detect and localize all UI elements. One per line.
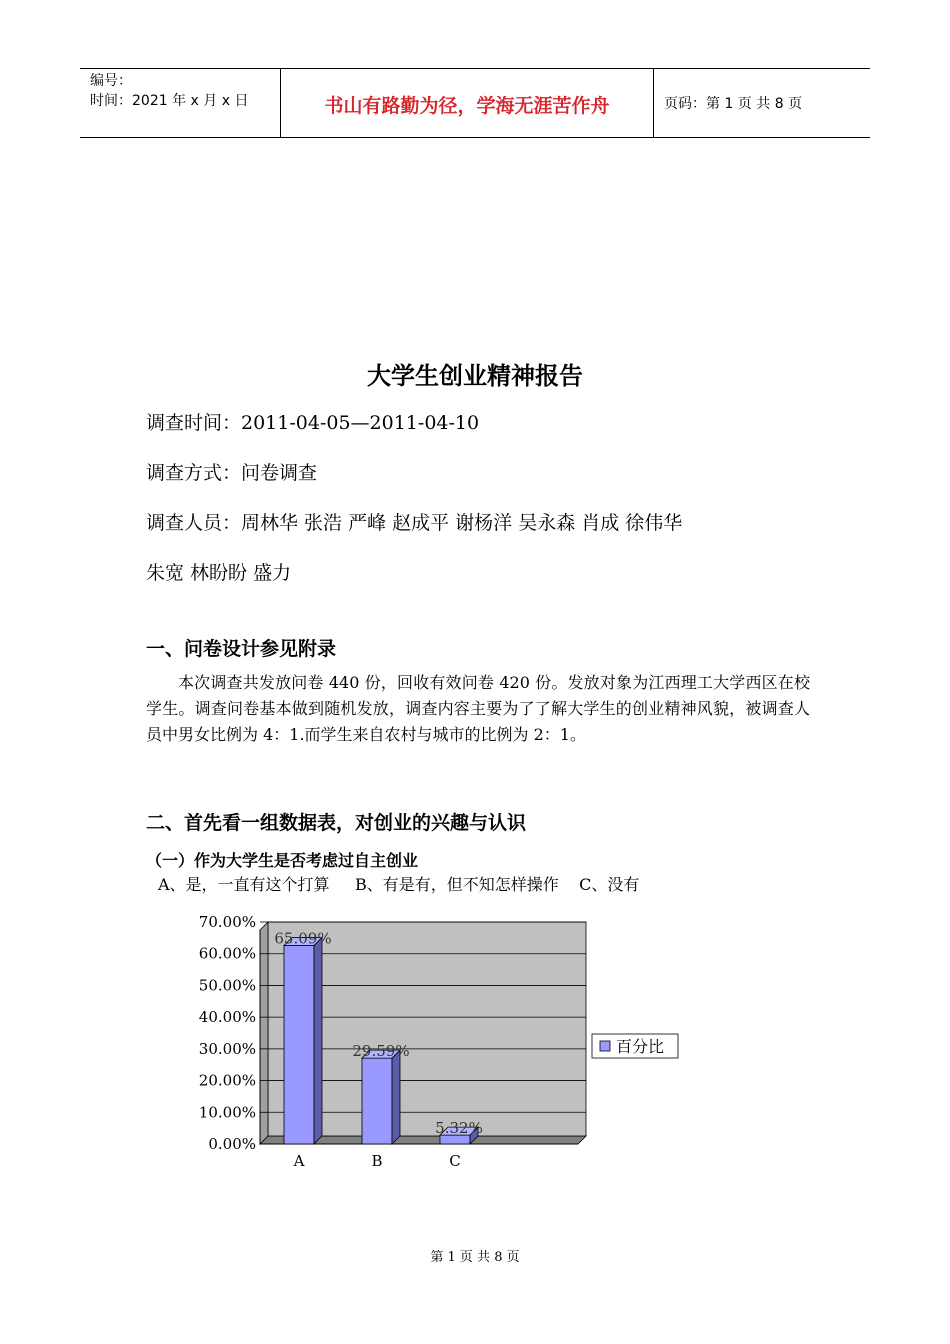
bar-side xyxy=(314,938,322,1144)
header-table xyxy=(80,68,870,138)
section2-subheading: （一）作为大学生是否考虑过自主创业 xyxy=(146,851,419,870)
legend-label: 百分比 xyxy=(616,1037,665,1056)
bar-front xyxy=(284,946,314,1144)
y-tick-label: 30.00% xyxy=(198,1039,256,1058)
data-label: 29.59% xyxy=(352,1042,410,1061)
survey-time: 调查时间：2011-04-05—2011-04-10 xyxy=(146,412,480,434)
header-right-cell xyxy=(654,69,870,137)
x-tick-label: C xyxy=(449,1152,461,1170)
data-label: 65.09% xyxy=(274,929,332,948)
header-left-cell xyxy=(80,69,281,137)
survey-method: 调查方式：问卷调查 xyxy=(146,462,318,484)
answer-options: A、是，一直有这个打算 B、有是有，但不知怎样操作 C、没有 xyxy=(158,875,640,894)
chart-side-wall xyxy=(260,922,268,1144)
header-middle-cell xyxy=(281,69,654,137)
data-label: 5.32% xyxy=(435,1119,483,1138)
motto: 书山有路勤为径，学海无涯苦作舟 xyxy=(324,95,610,117)
section1-paragraph: 本次调查共发放问卷 440 份，回收有效问卷 420 份。发放对象为江西理工大学西区在校学生。调查问卷基本做到随机发放，调查内容主要为了了解大学生的创业精神风貌，被调查人员中男女比例为 4：1.而学生来自农村与城市的比例为 2：1。 xyxy=(146,673,810,744)
y-tick-label: 70.00% xyxy=(198,913,256,931)
survey-people-line1: 调查人员：周林华 张浩 严峰 赵成平 谢杨洋 吴永森 肖成 徐伟华 xyxy=(146,512,683,534)
survey-people-line2: 朱宽 林盼盼 盛力 xyxy=(146,562,292,584)
legend-swatch xyxy=(600,1041,610,1051)
bar-chart xyxy=(180,908,700,1188)
y-tick-label: 40.00% xyxy=(198,1008,256,1027)
y-tick-label: 0.00% xyxy=(208,1135,256,1153)
y-tick-label: 20.00% xyxy=(198,1071,256,1090)
y-tick-label: 50.00% xyxy=(198,976,256,995)
page-info: 页码：第 1 页 共 8 页 xyxy=(664,96,803,112)
bar-front xyxy=(362,1058,392,1144)
y-tick-label: 60.00% xyxy=(198,944,256,963)
bar-side xyxy=(392,1050,400,1144)
time-label: 时间：2021 年 x 月 x 日 xyxy=(90,93,249,109)
x-tick-label: A xyxy=(293,1152,305,1170)
page-footer: 第 1 页 共 8 页 xyxy=(430,1250,520,1265)
section1-heading: 一、问卷设计参见附录 xyxy=(146,638,337,660)
y-tick-label: 10.00% xyxy=(198,1103,256,1122)
number-label: 编号： xyxy=(90,73,132,89)
x-tick-label: B xyxy=(371,1152,383,1170)
section2-heading: 二、首先看一组数据表，对创业的兴趣与认识 xyxy=(146,812,527,834)
document-title: 大学生创业精神报告 xyxy=(367,362,583,390)
